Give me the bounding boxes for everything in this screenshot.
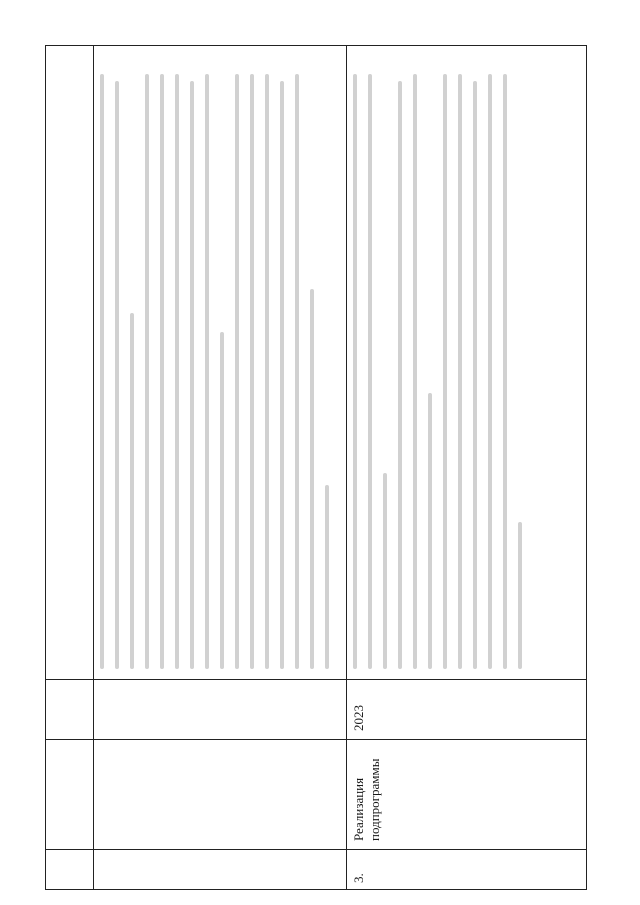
rotated-table [45, 45, 565, 890]
cell-number-empty [46, 850, 94, 890]
row-number: 3. [347, 850, 587, 890]
cell-description [347, 46, 587, 680]
paragraph-lines [347, 46, 539, 679]
cell-number-empty [94, 850, 347, 890]
cell-year-empty [46, 680, 94, 740]
cell-year-empty [94, 680, 347, 740]
table-row-3 [347, 46, 587, 890]
cell-description-continued [94, 46, 347, 680]
program-table [45, 45, 587, 890]
cell-name-empty [46, 740, 94, 850]
row-name: Реализация подпрограммы [347, 740, 587, 850]
cell-text-empty [46, 46, 94, 680]
paragraph-lines [94, 46, 346, 679]
cell-name-empty [94, 740, 347, 850]
row-year: 2023 [347, 680, 587, 740]
table-row-continuation-top [46, 46, 94, 890]
table-row-continuation [94, 46, 347, 890]
